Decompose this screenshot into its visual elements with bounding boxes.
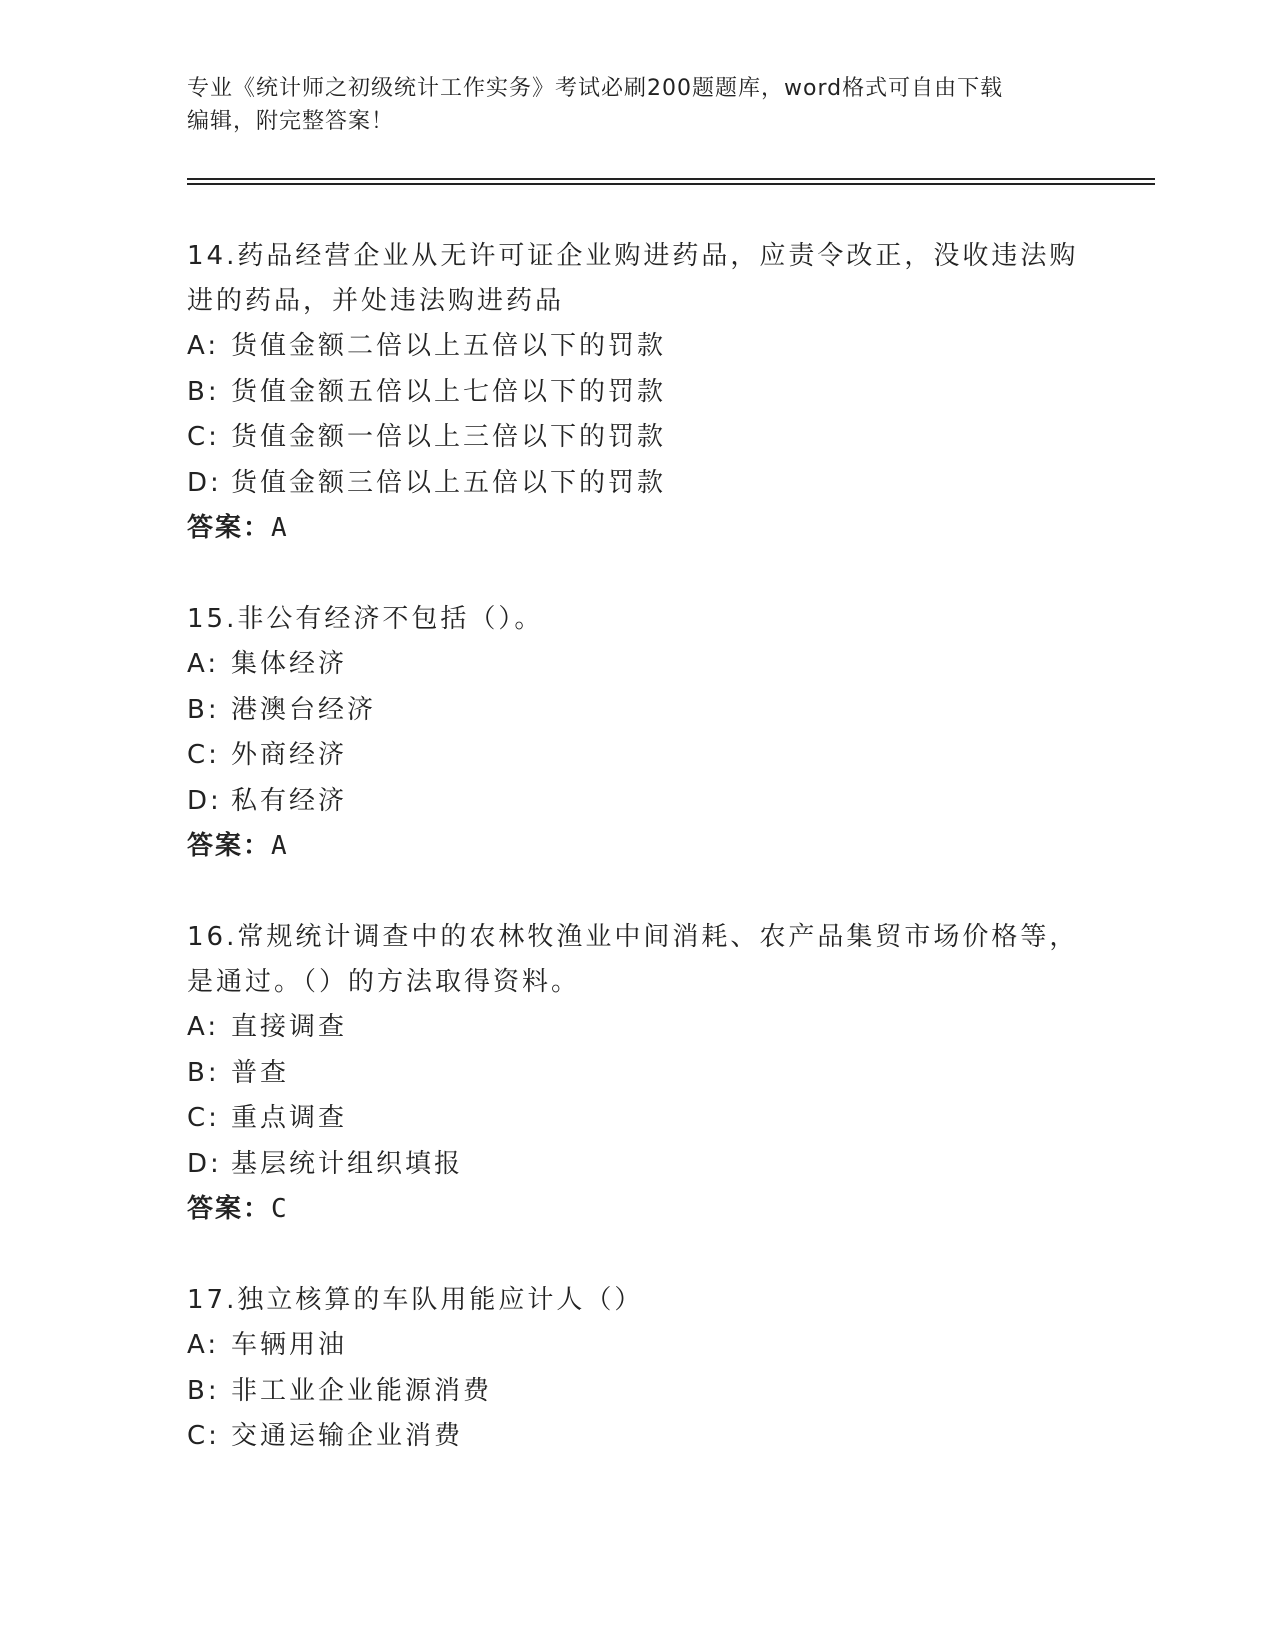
option-letter: C: — [187, 740, 220, 770]
question-14 — [187, 234, 1087, 552]
option-text: 货值金额五倍以上七倍以下的罚款 — [231, 376, 667, 407]
option-a — [187, 642, 1087, 688]
answer-value: A — [271, 831, 289, 861]
option-c — [187, 415, 1087, 461]
option-c — [187, 1414, 1087, 1460]
option-text: 货值金额一倍以上三倍以下的罚款 — [231, 422, 667, 452]
question-stem-continued: 是通过。（）的方法取得资料。 — [187, 967, 581, 997]
option-c — [187, 733, 1087, 779]
header-divider-bottom — [187, 183, 1155, 185]
option-d — [187, 1142, 1087, 1188]
option-b — [187, 370, 1087, 416]
option-letter: B: — [187, 694, 220, 725]
question-17 — [187, 1278, 1087, 1460]
option-text: 非工业企业能源消费 — [231, 1375, 493, 1406]
header-line-2: 编辑，附完整答案！ — [187, 109, 395, 134]
option-b — [187, 1369, 1087, 1415]
option-letter: D: — [187, 467, 222, 498]
question-stem: 14.药品经营企业从无许可证企业购进药品，应责令改正，没收违法购 — [187, 241, 1079, 271]
question-stem: 17.独立核算的车队用能应计人（） — [187, 1285, 644, 1315]
option-letter: C: — [187, 1103, 220, 1133]
option-letter: D: — [187, 785, 222, 816]
option-letter: C: — [187, 422, 220, 452]
answer-line — [187, 1187, 1087, 1233]
question-stem: 15.非公有经济不包括（）。 — [187, 604, 544, 634]
option-a — [187, 324, 1087, 370]
option-d — [187, 461, 1087, 507]
answer-label: 答案： — [187, 513, 272, 543]
option-text: 货值金额二倍以上五倍以下的罚款 — [231, 331, 667, 361]
answer-label: 答案： — [187, 1194, 272, 1224]
option-text: 港澳台经济 — [231, 694, 377, 725]
option-b — [187, 1051, 1087, 1097]
option-a — [187, 1005, 1087, 1051]
option-text: 车辆用油 — [231, 1330, 348, 1360]
header-divider-top — [187, 178, 1155, 180]
question-stem-continued: 进的药品，并处违法购进药品 — [187, 286, 565, 316]
option-text: 私有经济 — [231, 785, 348, 816]
option-text: 普查 — [231, 1057, 290, 1088]
option-text: 基层统计组织填报 — [231, 1148, 464, 1179]
option-text: 交通运输企业消费 — [231, 1421, 464, 1451]
option-letter: C: — [187, 1421, 220, 1451]
option-text: 货值金额三倍以上五倍以下的罚款 — [231, 467, 667, 498]
option-d — [187, 779, 1087, 825]
option-letter: B: — [187, 1375, 220, 1406]
question-16 — [187, 915, 1087, 1233]
header-line-1: 专业《统计师之初级统计工作实务》考试必刷200题题库，word格式可自由下载 — [187, 76, 1004, 101]
option-letter: B: — [187, 1057, 220, 1088]
question-15 — [187, 597, 1087, 870]
option-a — [187, 1323, 1087, 1369]
option-c — [187, 1096, 1087, 1142]
option-letter: A: — [187, 331, 220, 361]
option-letter: B: — [187, 376, 220, 407]
answer-line — [187, 506, 1087, 552]
option-text: 直接调查 — [231, 1012, 348, 1042]
option-b — [187, 688, 1087, 734]
option-text: 外商经济 — [231, 740, 348, 770]
option-letter: A: — [187, 649, 220, 679]
document-header — [187, 72, 1087, 138]
option-text: 重点调查 — [231, 1103, 348, 1133]
answer-value: C — [271, 1194, 289, 1224]
question-stem: 16.常规统计调查中的农林牧渔业中间消耗、农产品集贸市场价格等， — [187, 922, 1079, 952]
option-letter: A: — [187, 1012, 220, 1042]
option-letter: D: — [187, 1148, 222, 1179]
answer-value: A — [271, 513, 289, 543]
answer-label: 答案： — [187, 831, 272, 861]
option-text: 集体经济 — [231, 649, 348, 679]
option-letter: A: — [187, 1330, 220, 1360]
answer-line — [187, 824, 1087, 870]
